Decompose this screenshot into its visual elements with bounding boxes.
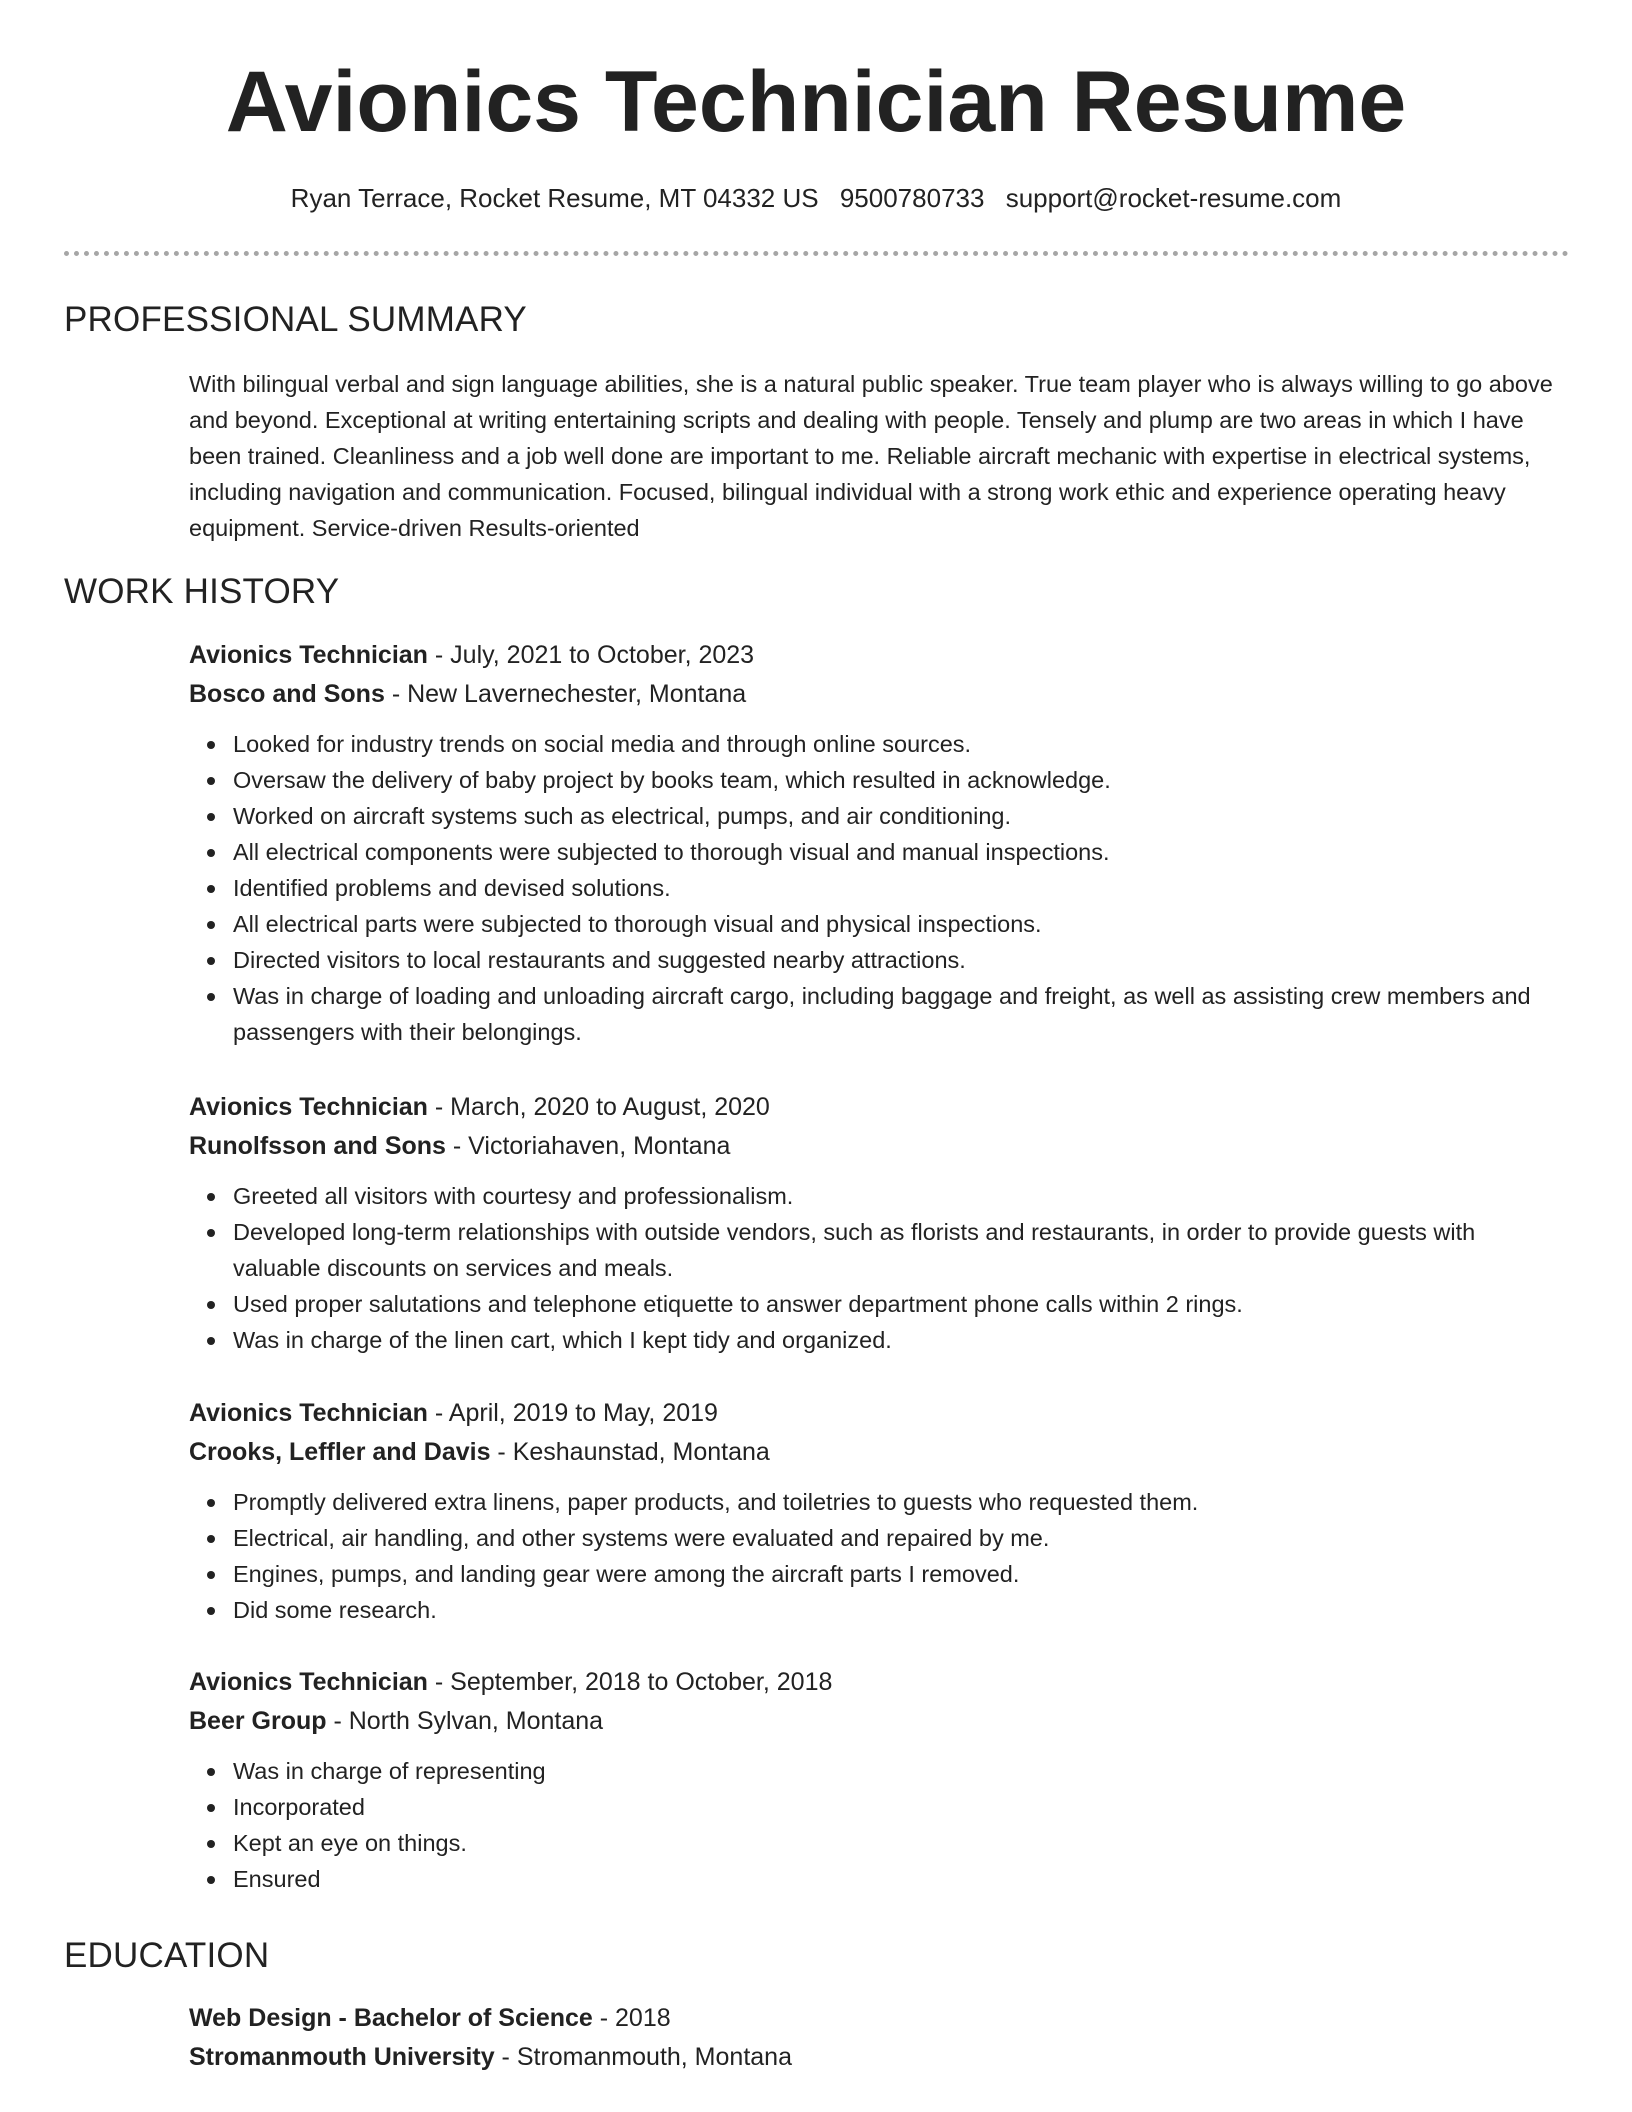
summary-heading: PROFESSIONAL SUMMARY (64, 300, 527, 339)
job-dates: - September, 2018 to October, 2018 (427, 1668, 833, 1696)
education-location: - Stromanmouth, Montana (494, 2043, 792, 2071)
work-history-heading: WORK HISTORY (64, 572, 340, 611)
job-company-line (189, 675, 1569, 714)
contact-phone: 9500780733 (839, 183, 985, 213)
job-company: Beer Group (189, 1707, 327, 1735)
job-location: - New Lavernechester, Montana (384, 680, 747, 708)
list-item: Promptly delivered extra linens, paper products, and toiletries to guests who requested them. (233, 1484, 1569, 1520)
education-year: - 2018 (592, 2004, 671, 2032)
job-location: - Keshaunstad, Montana (490, 1438, 770, 1466)
list-item: Directed visitors to local restaurants and suggested nearby attractions. (233, 942, 1569, 978)
job-company: Bosco and Sons (189, 680, 385, 708)
job-title-line (189, 1394, 1569, 1433)
job-location: - Victoriahaven, Montana (445, 1132, 731, 1160)
job-bullets (189, 1753, 1569, 1897)
list-item: Worked on aircraft systems such as electrical, pumps, and air conditioning. (233, 798, 1569, 834)
job-title: Avionics Technician (189, 1399, 428, 1427)
list-item: Oversaw the delivery of baby project by books team, which resulted in acknowledge. (233, 762, 1569, 798)
summary-text: With bilingual verbal and sign language abilities, she is a natural public speaker. True team player who is always willing to go above and beyond. Exceptional at writing entertaining scripts and dealing with people. Tensely and plump are two areas in which I have been trained. Cleanliness and a job well done are important to me. Reliable aircraft mechanic with expertise in electrical systems, including navigation and communication. Focused, bilingual individual with a strong work ethic and experience operating heavy equipment. Service-driven Results-oriented (189, 371, 1553, 541)
contact-email: support@rocket-resume.com (1005, 183, 1342, 213)
job-company: Crooks, Leffler and Davis (189, 1438, 491, 1466)
job-dates: - July, 2021 to October, 2023 (427, 641, 755, 669)
job-company-line (189, 1702, 1569, 1741)
resume-title: Avionics Technician Resume (225, 54, 1407, 150)
job-title: Avionics Technician (189, 641, 428, 669)
job-title-line (189, 1663, 1569, 1702)
job-entry (189, 1394, 1569, 1628)
contact-address: Ryan Terrace, Rocket Resume, MT 04332 US (290, 183, 819, 213)
job-location: - North Sylvan, Montana (326, 1707, 604, 1735)
education-school: Stromanmouth University (189, 2043, 495, 2071)
job-title: Avionics Technician (189, 1093, 428, 1121)
list-item: Did some research. (233, 1592, 1569, 1628)
job-title: Avionics Technician (189, 1668, 428, 1696)
job-dates: - March, 2020 to August, 2020 (427, 1093, 770, 1121)
list-item: Was in charge of the linen cart, which I kept tidy and organized. (233, 1322, 1569, 1358)
education-entry (189, 1999, 1569, 2077)
job-bullets (189, 1178, 1569, 1358)
job-title-line (189, 636, 1569, 675)
list-item: Kept an eye on things. (233, 1825, 1569, 1861)
list-item: Developed long-term relationships with outside vendors, such as florists and restaurants, in order to provide guests with valuable discounts on services and meals. (233, 1214, 1569, 1286)
list-item: Looked for industry trends on social media and through online sources. (233, 726, 1569, 762)
list-item: Incorporated (233, 1789, 1569, 1825)
job-entry (189, 1088, 1569, 1358)
list-item: Ensured (233, 1861, 1569, 1897)
list-item: Engines, pumps, and landing gear were among the aircraft parts I removed. (233, 1556, 1569, 1592)
list-item: Was in charge of representing (233, 1753, 1569, 1789)
education-school-line (189, 2038, 1569, 2077)
list-item: Used proper salutations and telephone etiquette to answer department phone calls within 2 rings. (233, 1286, 1569, 1322)
list-item: Electrical, air handling, and other systems were evaluated and repaired by me. (233, 1520, 1569, 1556)
list-item: Was in charge of loading and unloading aircraft cargo, including baggage and freight, as well as assisting crew members and passengers with their belongings. (233, 978, 1569, 1050)
job-entry (189, 1663, 1569, 1897)
job-company: Runolfsson and Sons (189, 1132, 446, 1160)
job-company-line (189, 1433, 1569, 1472)
list-item: Greeted all visitors with courtesy and professionalism. (233, 1178, 1569, 1214)
job-bullets (189, 1484, 1569, 1628)
header-divider (64, 251, 1569, 256)
contact-info (0, 180, 1632, 216)
job-title-line (189, 1088, 1569, 1127)
education-heading: EDUCATION (64, 1936, 270, 1975)
job-company-line (189, 1127, 1569, 1166)
list-item: Identified problems and devised solutions. (233, 870, 1569, 906)
job-entry (189, 636, 1569, 1050)
education-degree: Web Design - Bachelor of Science (189, 2004, 593, 2032)
job-dates: - April, 2019 to May, 2019 (427, 1399, 718, 1427)
job-bullets (189, 726, 1569, 1050)
education-degree-line (189, 1999, 1569, 2038)
list-item: All electrical parts were subjected to thorough visual and physical inspections. (233, 906, 1569, 942)
list-item: All electrical components were subjected to thorough visual and manual inspections. (233, 834, 1569, 870)
